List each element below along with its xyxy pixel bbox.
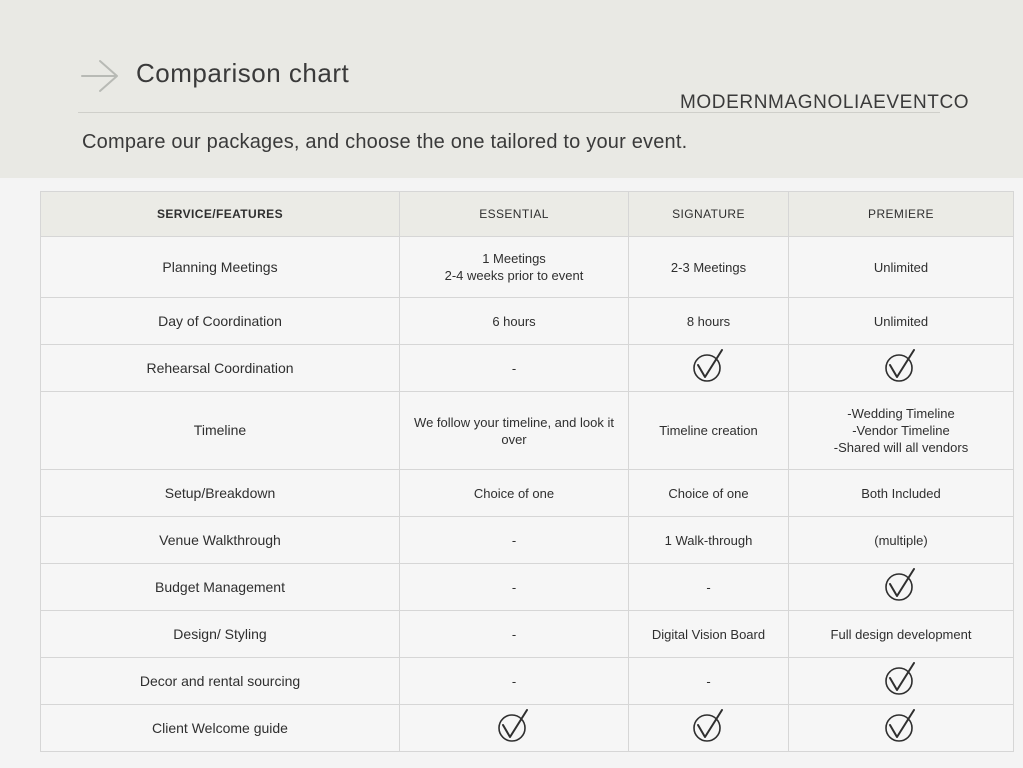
cell-premiere	[789, 611, 1014, 658]
cell-signature	[629, 392, 789, 470]
feature-name: Venue Walkthrough	[41, 517, 400, 564]
column-header-signature: SIGNATURE	[629, 192, 789, 237]
feature-name: Client Welcome guide	[41, 705, 400, 752]
cell-signature	[629, 564, 789, 611]
table-header-row	[41, 192, 1014, 237]
cell-text: -	[511, 579, 517, 595]
check-circle-icon	[883, 708, 919, 744]
table-row	[41, 564, 1014, 611]
cell-text: Both Included	[861, 485, 941, 501]
cell-essential	[400, 705, 629, 752]
cell-text: 6 hours	[492, 313, 536, 329]
cell-text: 1 Meetings 2-4 weeks prior to event	[444, 251, 584, 283]
cell-text: Choice of one	[473, 485, 555, 501]
cell-signature	[629, 705, 789, 752]
table-row	[41, 705, 1014, 752]
brand-name: MODERNMAGNOLIAEVENTCO	[680, 92, 970, 113]
cell-essential	[400, 345, 629, 392]
feature-name: Planning Meetings	[41, 237, 400, 298]
cell-text: -	[511, 626, 517, 642]
cell-text: -	[511, 532, 517, 548]
cell-signature	[629, 237, 789, 298]
cell-essential	[400, 564, 629, 611]
cell-text: -	[511, 673, 517, 689]
table-row	[41, 470, 1014, 517]
cell-text: -Wedding Timeline -Vendor Timeline -Shared will all vendors	[833, 406, 969, 455]
table-row	[41, 517, 1014, 564]
cell-text: (multiple)	[874, 532, 928, 548]
table-row	[41, 298, 1014, 345]
cell-text: -	[706, 579, 711, 595]
table-body	[41, 237, 1014, 752]
cell-signature	[629, 298, 789, 345]
cell-essential	[400, 517, 629, 564]
feature-name: Timeline	[41, 392, 400, 470]
cell-premiere	[789, 237, 1014, 298]
cell-signature	[629, 611, 789, 658]
feature-name: Decor and rental sourcing	[41, 658, 400, 705]
table-row	[41, 345, 1014, 392]
cell-text: Unlimited	[873, 313, 929, 329]
feature-name: Budget Management	[41, 564, 400, 611]
check-circle-icon	[691, 708, 727, 744]
check-circle-icon	[496, 708, 532, 744]
cell-text: 1 Walk-through	[664, 532, 753, 548]
cell-essential	[400, 392, 629, 470]
check-circle-icon	[883, 348, 919, 384]
cell-premiere	[789, 345, 1014, 392]
cell-premiere	[789, 470, 1014, 517]
comparison-table	[40, 191, 1014, 752]
cell-signature	[629, 658, 789, 705]
column-header-essential: ESSENTIAL	[400, 192, 629, 237]
check-circle-icon	[691, 348, 727, 384]
column-header-premiere: PREMIERE	[789, 192, 1014, 237]
cell-text: Full design development	[830, 626, 972, 642]
check-circle-icon	[883, 567, 919, 603]
cell-essential	[400, 237, 629, 298]
feature-name: Design/ Styling	[41, 611, 400, 658]
cell-text: We follow your timeline, and look it over	[414, 414, 614, 447]
table-row	[41, 237, 1014, 298]
cell-essential	[400, 470, 629, 517]
cell-essential	[400, 611, 629, 658]
cell-premiere	[789, 298, 1014, 345]
cell-essential	[400, 298, 629, 345]
cell-text: Timeline creation	[659, 423, 758, 438]
cell-text: -	[511, 360, 517, 376]
cell-essential	[400, 658, 629, 705]
check-circle-icon	[883, 661, 919, 697]
column-header-service: SERVICE/FEATURES	[41, 192, 400, 237]
table-row	[41, 658, 1014, 705]
cell-text: Digital Vision Board	[651, 626, 766, 642]
cell-text: 2-3 Meetings	[670, 259, 747, 275]
cell-premiere	[789, 705, 1014, 752]
cell-text: Choice of one	[668, 485, 749, 501]
cell-text: -	[706, 673, 711, 689]
page-subtitle: Compare our packages, and choose the one tailored to your event.	[82, 131, 688, 153]
cell-signature	[629, 345, 789, 392]
cell-text: 8 hours	[686, 313, 731, 329]
cell-premiere	[789, 517, 1014, 564]
feature-name: Setup/Breakdown	[41, 470, 400, 517]
cell-premiere	[789, 658, 1014, 705]
cell-signature	[629, 517, 789, 564]
table-row	[41, 611, 1014, 658]
feature-name: Day of Coordination	[41, 298, 400, 345]
cell-premiere	[789, 392, 1014, 470]
cell-premiere	[789, 564, 1014, 611]
cell-text: Unlimited	[873, 259, 929, 275]
page-title: Comparison chart	[136, 58, 350, 88]
table-row	[41, 392, 1014, 470]
feature-name: Rehearsal Coordination	[41, 345, 400, 392]
cell-signature	[629, 470, 789, 517]
arrow-right-icon	[80, 58, 120, 94]
